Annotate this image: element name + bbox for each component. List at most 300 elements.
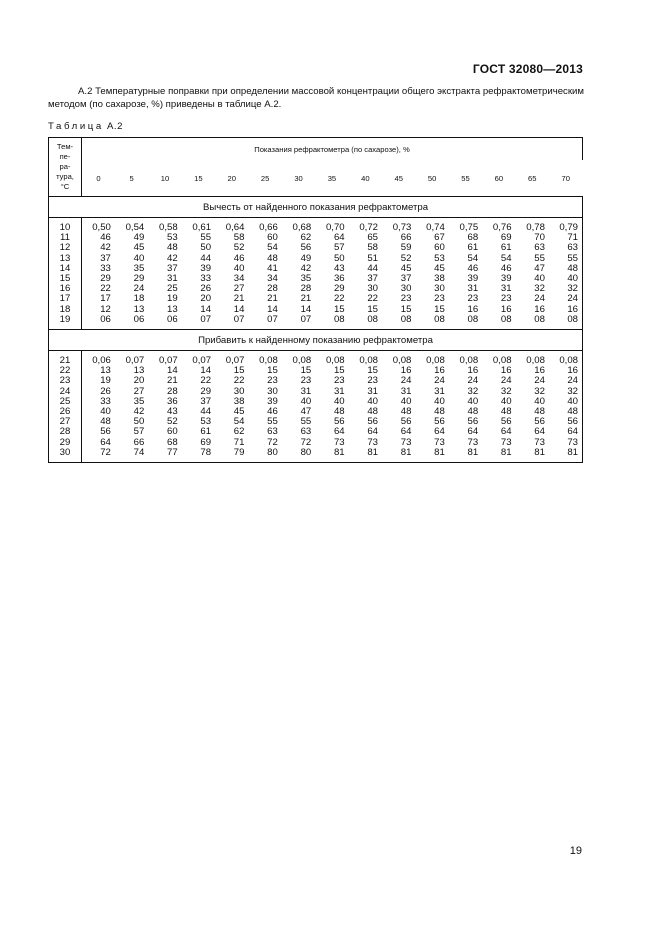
correction-value: 48 (467, 406, 479, 418)
table-caption-number: А.2 (107, 121, 123, 132)
subtract-values-row (49, 218, 583, 330)
column-header-cell: 0 (82, 160, 115, 197)
correction-value: 68 (467, 232, 479, 244)
correction-value: 07 (300, 313, 312, 325)
correction-value: 0,08 (292, 355, 312, 367)
correction-value: 40 (133, 252, 145, 264)
correction-value: 63 (534, 242, 545, 254)
correction-value: 28 (167, 385, 178, 397)
correction-column-cell (315, 218, 348, 330)
correction-value: 81 (534, 446, 545, 458)
correction-column-cell (415, 351, 448, 463)
correction-value: 32 (567, 385, 578, 397)
correction-value: 24 (434, 375, 445, 387)
correction-value: 32 (467, 385, 479, 397)
correction-value: 56 (300, 242, 312, 254)
table-header-row (49, 138, 583, 161)
page-number: 19 (569, 845, 582, 857)
column-header-cell: 55 (449, 160, 482, 197)
correction-value: 0,54 (125, 222, 145, 233)
correction-value: 56 (434, 416, 445, 428)
correction-value: 40 (567, 273, 578, 285)
correction-column-cell (182, 351, 215, 463)
correction-value: 79 (233, 446, 245, 458)
correction-value: 45 (233, 406, 245, 418)
correction-value: 16 (500, 365, 512, 377)
correction-value: 73 (567, 436, 578, 448)
correction-value: 29 (200, 385, 212, 397)
correction-value: 14 (200, 365, 212, 377)
correction-value: 40 (534, 273, 545, 285)
column-header-cell: 15 (182, 160, 215, 197)
correction-value: 23 (434, 293, 445, 305)
temperature-value: 30 (59, 446, 71, 458)
correction-value: 50 (200, 242, 212, 254)
correction-value: 31 (500, 283, 512, 295)
correction-value: 46 (467, 262, 479, 274)
correction-column-cell (449, 351, 482, 463)
correction-value: 31 (333, 385, 345, 397)
temp-header-line: пе- (59, 152, 71, 161)
correction-value: 45 (434, 262, 445, 274)
correction-value: 0,50 (92, 222, 111, 233)
table-caption-label: Таблица (48, 121, 104, 132)
column-header-row (49, 160, 583, 197)
correction-value: 07 (233, 313, 245, 325)
correction-value: 57 (333, 242, 345, 254)
correction-value: 69 (500, 232, 512, 244)
temperature-value: 24 (59, 385, 71, 397)
correction-value: 14 (167, 365, 178, 377)
correction-value: 38 (233, 395, 245, 407)
correction-value: 0,73 (392, 222, 412, 233)
correction-value: 40 (567, 395, 578, 407)
correction-value: 36 (167, 395, 178, 407)
temperature-correction-table (48, 137, 583, 463)
correction-value: 37 (100, 252, 111, 264)
correction-value: 34 (233, 273, 245, 285)
correction-value: 81 (467, 446, 479, 458)
temp-header-line: ра- (59, 162, 71, 171)
column-header-cell: 20 (215, 160, 248, 197)
correction-value: 0,61 (192, 222, 212, 233)
correction-value: 24 (567, 293, 578, 305)
correction-value: 21 (233, 293, 245, 305)
correction-column-cell (549, 218, 583, 330)
correction-value: 15 (333, 365, 345, 377)
correction-column-cell (115, 218, 148, 330)
correction-value: 30 (267, 385, 278, 397)
correction-value: 40 (300, 395, 312, 407)
correction-value: 24 (467, 375, 479, 387)
correction-value: 80 (300, 446, 312, 458)
correction-value: 73 (367, 436, 379, 448)
correction-value: 56 (567, 416, 578, 428)
temperature-value: 17 (59, 293, 71, 305)
correction-value: 66 (400, 232, 412, 244)
correction-value: 33 (200, 273, 212, 285)
correction-value: 0,78 (526, 222, 545, 233)
correction-value: 61 (500, 242, 512, 254)
correction-value: 23 (500, 293, 512, 305)
correction-column-cell (382, 351, 415, 463)
correction-value: 16 (534, 365, 545, 377)
column-header-cell: 30 (282, 160, 315, 197)
correction-value: 42 (100, 242, 111, 254)
correction-value: 58 (233, 232, 245, 244)
correction-value: 54 (267, 242, 278, 254)
temperature-value: 23 (59, 375, 71, 387)
correction-value: 23 (467, 293, 479, 305)
correction-value: 22 (200, 375, 212, 387)
correction-value: 81 (333, 446, 345, 458)
correction-value: 48 (567, 406, 578, 418)
correction-value: 46 (267, 406, 278, 418)
correction-column-cell (115, 351, 148, 463)
correction-value: 06 (100, 313, 111, 325)
correction-value: 16 (567, 303, 578, 315)
correction-value: 37 (200, 395, 212, 407)
correction-value: 29 (100, 273, 111, 285)
correction-value: 21 (300, 293, 312, 305)
correction-value: 0,08 (526, 355, 545, 367)
correction-value: 81 (500, 446, 512, 458)
correction-value: 15 (300, 365, 312, 377)
document-code: ГОСТ 32080—2013 (472, 62, 583, 76)
correction-value: 24 (534, 293, 545, 305)
correction-value: 0,08 (559, 355, 578, 367)
correction-value: 81 (434, 446, 445, 458)
correction-value: 22 (100, 283, 111, 295)
correction-value: 37 (400, 273, 412, 285)
temperature-value: 13 (59, 252, 71, 264)
correction-value: 15 (267, 365, 278, 377)
correction-value: 24 (500, 375, 512, 387)
correction-value: 53 (167, 232, 178, 244)
correction-column-cell (182, 218, 215, 330)
correction-value: 55 (200, 232, 212, 244)
correction-value: 49 (300, 252, 312, 264)
correction-value: 16 (434, 365, 445, 377)
correction-value: 48 (167, 242, 178, 254)
correction-value: 55 (567, 252, 578, 264)
correction-value: 21 (267, 293, 278, 305)
correction-value: 21 (167, 375, 178, 387)
correction-value: 64 (500, 426, 512, 438)
correction-value: 69 (200, 436, 212, 448)
correction-value: 46 (233, 252, 245, 264)
correction-value: 40 (333, 395, 345, 407)
correction-value: 50 (333, 252, 345, 264)
correction-value: 14 (200, 303, 212, 315)
correction-value: 06 (133, 313, 145, 325)
temperature-value: 15 (59, 273, 71, 285)
correction-value: 14 (233, 303, 245, 315)
correction-value: 38 (434, 273, 445, 285)
correction-value: 20 (200, 293, 212, 305)
column-header-cell: 40 (349, 160, 382, 197)
correction-value: 42 (133, 406, 145, 418)
correction-value: 12 (100, 303, 111, 315)
correction-column-cell (349, 351, 382, 463)
correction-column-cell (482, 218, 515, 330)
temperature-value: 11 (60, 232, 70, 244)
column-header-cell: 35 (315, 160, 348, 197)
correction-value: 48 (333, 406, 345, 418)
correction-value: 15 (233, 365, 245, 377)
correction-value: 44 (367, 262, 379, 274)
correction-value: 39 (267, 395, 278, 407)
correction-value: 22 (233, 375, 245, 387)
correction-value: 72 (100, 446, 111, 458)
correction-value: 0,79 (559, 222, 578, 233)
column-header-cell: 65 (516, 160, 549, 197)
column-header-cell: 45 (382, 160, 415, 197)
correction-value: 48 (400, 406, 412, 418)
correction-value: 40 (100, 406, 111, 418)
correction-value: 55 (534, 252, 545, 264)
table-caption (48, 121, 123, 132)
correction-value: 56 (500, 416, 512, 428)
temperature-value: 10 (59, 222, 71, 233)
correction-value: 0,07 (192, 355, 212, 367)
correction-value: 08 (500, 313, 512, 325)
temperature-value: 21 (59, 355, 71, 367)
correction-value: 0,08 (426, 355, 445, 367)
correction-value: 35 (133, 395, 145, 407)
correction-value: 37 (167, 262, 178, 274)
temperature-list-cell (49, 351, 82, 463)
correction-value: 74 (133, 446, 145, 458)
correction-value: 53 (434, 252, 445, 264)
correction-column-cell (82, 351, 115, 463)
correction-value: 64 (333, 232, 345, 244)
correction-value: 68 (167, 436, 178, 448)
correction-value: 58 (367, 242, 379, 254)
correction-value: 24 (400, 375, 412, 387)
correction-column-cell (516, 351, 549, 463)
correction-value: 81 (400, 446, 412, 458)
correction-value: 57 (133, 426, 145, 438)
temp-header-line: Тем- (56, 142, 74, 151)
correction-value: 30 (434, 283, 445, 295)
correction-value: 48 (534, 406, 545, 418)
temperature-value: 14 (59, 262, 71, 274)
correction-value: 51 (367, 252, 379, 264)
correction-value: 18 (133, 293, 145, 305)
correction-value: 52 (400, 252, 412, 264)
correction-value: 0,72 (359, 222, 379, 233)
correction-column-cell (482, 351, 515, 463)
correction-value: 41 (267, 262, 278, 274)
correction-column-cell (415, 218, 448, 330)
correction-value: 08 (434, 313, 445, 325)
correction-value: 31 (467, 283, 479, 295)
temperature-value: 29 (59, 436, 71, 448)
correction-value: 71 (567, 232, 578, 244)
correction-value: 46 (100, 232, 111, 244)
column-header-cell: 50 (415, 160, 448, 197)
correction-value: 30 (400, 283, 412, 295)
correction-value: 35 (133, 262, 145, 274)
correction-value: 64 (400, 426, 412, 438)
correction-value: 52 (167, 416, 178, 428)
correction-value: 23 (333, 375, 345, 387)
correction-value: 63 (567, 242, 578, 254)
correction-column-cell (248, 351, 281, 463)
temperature-value: 12 (59, 242, 71, 254)
correction-value: 49 (133, 232, 145, 244)
correction-value: 60 (267, 232, 278, 244)
correction-column-cell (382, 218, 415, 330)
correction-value: 42 (167, 252, 178, 264)
correction-value: 55 (300, 416, 312, 428)
correction-value: 71 (233, 436, 245, 448)
add-values-row (49, 351, 583, 463)
correction-value: 56 (534, 416, 545, 428)
correction-value: 65 (367, 232, 379, 244)
correction-value: 23 (267, 375, 278, 387)
correction-value: 0,64 (225, 222, 245, 233)
correction-value: 13 (100, 365, 111, 377)
correction-value: 15 (367, 303, 379, 315)
correction-column-cell (215, 218, 248, 330)
correction-value: 39 (200, 262, 212, 274)
correction-value: 0,07 (225, 355, 245, 367)
correction-value: 08 (333, 313, 345, 325)
correction-value: 08 (400, 313, 412, 325)
correction-value: 50 (133, 416, 145, 428)
correction-value: 54 (500, 252, 512, 264)
correction-value: 06 (167, 313, 178, 325)
correction-value: 81 (367, 446, 379, 458)
correction-value: 42 (300, 262, 312, 274)
correction-value: 64 (333, 426, 345, 438)
correction-value: 07 (267, 313, 278, 325)
correction-value: 22 (333, 293, 345, 305)
correction-value: 08 (567, 313, 578, 325)
correction-value: 15 (400, 303, 412, 315)
correction-value: 48 (434, 406, 445, 418)
correction-value: 39 (500, 273, 512, 285)
correction-column-cell (349, 218, 382, 330)
correction-value: 61 (200, 426, 212, 438)
correction-value: 40 (534, 395, 545, 407)
temperature-value: 25 (59, 395, 71, 407)
correction-value: 37 (367, 273, 379, 285)
correction-value: 08 (534, 313, 545, 325)
correction-value: 30 (233, 385, 245, 397)
correction-value: 0,06 (92, 355, 111, 367)
correction-value: 29 (333, 283, 345, 295)
column-header-cell: 5 (115, 160, 148, 197)
correction-value: 73 (500, 436, 512, 448)
correction-value: 13 (133, 303, 145, 315)
correction-column-cell (248, 218, 281, 330)
correction-value: 0,75 (459, 222, 479, 233)
correction-value: 80 (267, 446, 278, 458)
correction-value: 72 (267, 436, 278, 448)
correction-value: 73 (534, 436, 545, 448)
correction-value: 31 (167, 273, 178, 285)
correction-value: 47 (300, 406, 312, 418)
correction-value: 07 (200, 313, 212, 325)
correction-value: 39 (467, 273, 479, 285)
correction-value: 31 (434, 385, 445, 397)
correction-value: 60 (167, 426, 178, 438)
correction-value: 55 (267, 416, 278, 428)
correction-value: 64 (467, 426, 479, 438)
correction-value: 14 (300, 303, 312, 315)
correction-value: 40 (367, 395, 379, 407)
correction-value: 0,08 (325, 355, 345, 367)
correction-value: 64 (567, 426, 578, 438)
correction-value: 59 (400, 242, 412, 254)
correction-value: 34 (267, 273, 278, 285)
correction-value: 16 (400, 365, 412, 377)
correction-value: 13 (167, 303, 178, 315)
correction-value: 56 (467, 416, 479, 428)
intro-paragraph: А.2 Температурные поправки при определении массовой концентрации общего экстракта рефрактометрическим методом (по сахарозе, %) приведены в таблице А.2. (48, 86, 584, 110)
correction-value: 40 (500, 395, 512, 407)
correction-value: 16 (534, 303, 545, 315)
temperature-value: 22 (59, 365, 71, 377)
correction-value: 28 (300, 283, 312, 295)
correction-value: 40 (233, 262, 245, 274)
readings-header: Показания рефрактометра (по сахарозе), % (82, 138, 583, 161)
correction-value: 31 (300, 385, 312, 397)
column-header-cell: 60 (482, 160, 515, 197)
temp-header-line: тура, (56, 172, 74, 181)
correction-value: 31 (400, 385, 412, 397)
correction-value: 15 (367, 365, 379, 377)
correction-value: 24 (534, 375, 545, 387)
correction-value: 28 (267, 283, 278, 295)
column-header-cell: 10 (148, 160, 181, 197)
correction-value: 0,08 (259, 355, 278, 367)
correction-value: 61 (467, 242, 479, 254)
correction-value: 0,08 (459, 355, 479, 367)
temperature-value: 16 (59, 283, 71, 295)
correction-value: 40 (467, 395, 479, 407)
correction-value: 48 (500, 406, 512, 418)
correction-column-cell (148, 351, 181, 463)
correction-value: 0,08 (492, 355, 512, 367)
correction-value: 0,07 (158, 355, 178, 367)
correction-value: 35 (300, 273, 312, 285)
correction-value: 0,76 (492, 222, 512, 233)
correction-value: 17 (100, 293, 111, 305)
correction-column-cell (148, 218, 181, 330)
correction-value: 15 (333, 303, 345, 315)
temperature-value: 19 (59, 313, 71, 325)
correction-value: 64 (100, 436, 111, 448)
correction-value: 0,74 (426, 222, 445, 233)
correction-value: 26 (200, 283, 212, 295)
correction-value: 52 (233, 242, 245, 254)
correction-value: 63 (267, 426, 278, 438)
temperature-column-header (49, 138, 82, 197)
correction-value: 15 (434, 303, 445, 315)
correction-value: 62 (300, 232, 312, 244)
correction-value: 27 (133, 385, 145, 397)
correction-value: 53 (200, 416, 212, 428)
correction-value: 0,08 (359, 355, 379, 367)
correction-value: 72 (300, 436, 312, 448)
correction-value: 32 (534, 385, 545, 397)
correction-value: 0,07 (125, 355, 145, 367)
correction-value: 81 (567, 446, 578, 458)
